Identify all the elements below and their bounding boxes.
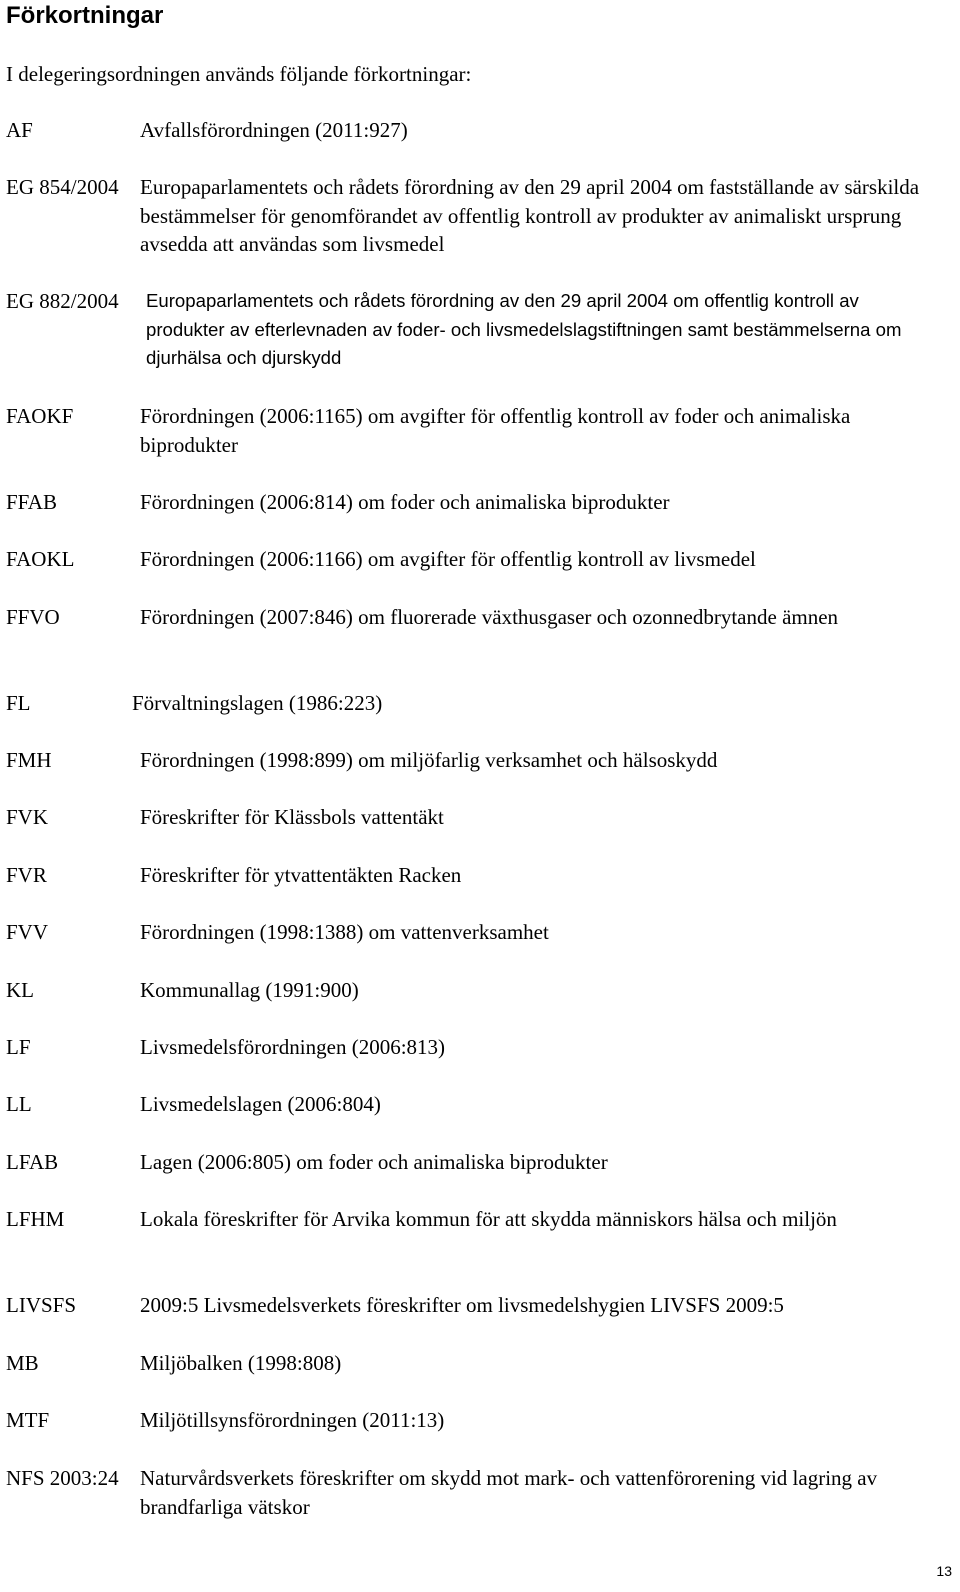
definition: Förordningen (2006:1166) om avgifter för offentlig kontroll av livsmedel <box>140 547 756 571</box>
definition: Föreskrifter för ytvattentäkten Racken <box>140 863 462 887</box>
page-title: Förkortningar <box>6 2 164 29</box>
abbreviation: FFAB <box>6 490 57 514</box>
definition: Förordningen (2007:846) om fluorerade växthusgaser och ozonnedbrytande ämnen <box>140 605 839 629</box>
abbreviation: FVV <box>6 920 49 944</box>
page-number: 13 <box>936 1563 952 1579</box>
abbreviation: LF <box>6 1035 31 1059</box>
definition: Föreskrifter för Klässbols vattentäkt <box>140 805 444 829</box>
definition: Förordningen (2006:1165) om avgifter för offentlig kontroll av foder och animaliska biprodukter <box>140 404 851 457</box>
definition: Lagen (2006:805) om foder och animaliska biprodukter <box>140 1150 608 1174</box>
definition: Miljöbalken (1998:808) <box>140 1351 342 1375</box>
intro-text: I delegeringsordningen används följande förkortningar: <box>6 62 472 86</box>
definition: Livsmedelslagen (2006:804) <box>140 1092 381 1116</box>
definition: Lokala föreskrifter för Arvika kommun för att skydda människors hälsa och miljön <box>140 1207 837 1231</box>
abbreviation: LFAB <box>6 1150 59 1174</box>
definition: Europaparlamentets och rådets förordning av den 29 april 2004 om offentlig kontroll av produkter av efterlevnaden av foder- och livsmedelslagstiftningen samt bestämmelserna om djurhälsa och djurskydd <box>146 290 902 369</box>
abbreviation: EG 854/2004 <box>6 175 119 199</box>
definition: Förordningen (1998:1388) om vattenverksamhet <box>140 920 549 944</box>
definition: Förordningen (1998:899) om miljöfarlig verksamhet och hälsoskydd <box>140 748 718 772</box>
abbreviation: FVR <box>6 863 47 887</box>
abbreviation: FVK <box>6 805 49 829</box>
abbreviation: MB <box>6 1351 39 1375</box>
abbreviation: NFS 2003:24 <box>6 1466 119 1490</box>
abbreviation: EG 882/2004 <box>6 289 119 313</box>
abbreviation: KL <box>6 978 34 1002</box>
definition: 2009:5 Livsmedelsverkets föreskrifter om livsmedelshygien LIVSFS 2009:5 <box>140 1293 784 1317</box>
abbreviation: MTF <box>6 1408 50 1432</box>
definition: Kommunallag (1991:900) <box>140 978 359 1002</box>
abbreviation: FFVO <box>6 605 60 629</box>
definition: Förvaltningslagen (1986:223) <box>132 691 383 715</box>
abbreviation: LIVSFS <box>6 1293 77 1317</box>
definition: Europaparlamentets och rådets förordning av den 29 april 2004 om fastställande av särskilda bestämmelser för genomförandet av offentlig kontroll av produkter av animaliskt ursprung avsedda att användas som livsmedel <box>140 175 920 257</box>
definition: Naturvårdsverkets föreskrifter om skydd mot mark- och vattenförorening vid lagring av brandfarliga vätskor <box>140 1466 878 1519</box>
definition: Avfallsförordningen (2011:927) <box>140 118 408 142</box>
abbreviation: FAOKF <box>6 404 74 428</box>
definition: Förordningen (2006:814) om foder och animaliska biprodukter <box>140 490 670 514</box>
abbreviation: FL <box>6 691 31 715</box>
abbreviation: LL <box>6 1092 32 1116</box>
abbreviation: LFHM <box>6 1207 65 1231</box>
abbreviation: FAOKL <box>6 547 75 571</box>
abbreviation: AF <box>6 118 33 142</box>
definition: Livsmedelsförordningen (2006:813) <box>140 1035 446 1059</box>
definition: Miljötillsynsförordningen (2011:13) <box>140 1408 445 1432</box>
abbreviation: FMH <box>6 748 52 772</box>
